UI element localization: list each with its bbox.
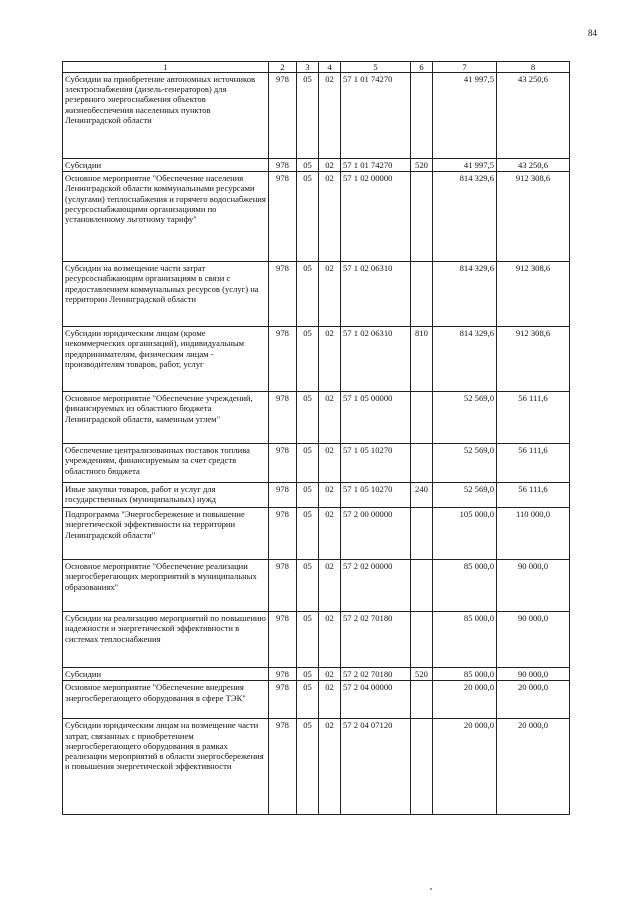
row-subsection: 02 (319, 719, 341, 815)
row-section: 05 (297, 508, 319, 560)
row-amount-year1: 20 000,0 (433, 719, 497, 815)
row-target-article: 57 1 01 74270 (341, 73, 411, 159)
table-row (63, 159, 570, 172)
table-row (63, 681, 570, 719)
row-target-article: 57 1 02 06310 (341, 262, 411, 327)
row-subsection: 02 (319, 508, 341, 560)
row-amount-year1: 85 000,0 (433, 560, 497, 612)
row-amount-year2: 43 250,6 (497, 159, 570, 172)
row-ministry-code: 978 (269, 508, 297, 560)
row-amount-year2: 56 111,6 (497, 483, 570, 508)
table-row (63, 612, 570, 668)
row-section: 05 (297, 327, 319, 392)
row-ministry-code: 978 (269, 172, 297, 262)
row-name: Субсидии юридическим лицам на возмещение части затрат, связанных с приобретением энергосберегающего оборудования в рамках реализации мероприятий в области энергосбережения и повышения энергетической эффективности (63, 719, 269, 815)
column-number-row (63, 62, 570, 73)
row-name: Иные закупки товаров, работ и услуг для государственных (муниципальных) нужд (63, 483, 269, 508)
row-ministry-code: 978 (269, 483, 297, 508)
row-name: Подпрограмма "Энергосбережение и повышение энергетической эффективности на территории Ленинградской области" (63, 508, 269, 560)
row-expense-type (411, 681, 433, 719)
table-row (63, 73, 570, 159)
row-amount-year1: 85 000,0 (433, 612, 497, 668)
row-amount-year2: 43 250,6 (497, 73, 570, 159)
row-expense-type (411, 560, 433, 612)
table-row (63, 719, 570, 815)
row-name: Субсидии юридическим лицам (кроме некоммерческих организаций), индивидуальным предпринимателям, физическим лицам - производителям товаров, работ, услуг (63, 327, 269, 392)
row-section: 05 (297, 719, 319, 815)
row-section: 05 (297, 483, 319, 508)
row-expense-type: 240 (411, 483, 433, 508)
row-expense-type: 810 (411, 327, 433, 392)
row-subsection: 02 (319, 159, 341, 172)
row-expense-type: 520 (411, 668, 433, 681)
row-target-article: 57 1 02 06310 (341, 327, 411, 392)
row-target-article: 57 2 02 70180 (341, 668, 411, 681)
row-amount-year2: 912 308,6 (497, 327, 570, 392)
row-ministry-code: 978 (269, 444, 297, 483)
row-ministry-code: 978 (269, 668, 297, 681)
col-header: 3 (297, 62, 319, 73)
col-header: 1 (63, 62, 269, 73)
row-ministry-code: 978 (269, 73, 297, 159)
row-amount-year1: 814 329,6 (433, 262, 497, 327)
row-name: Основное мероприятие "Обеспечение внедрения энергосберегающего оборудования в сфере ТЭК" (63, 681, 269, 719)
row-name: Основное мероприятие "Обеспечение реализации энергосберегающих мероприятий в муниципальных образованиях" (63, 560, 269, 612)
table-row (63, 172, 570, 262)
row-ministry-code: 978 (269, 327, 297, 392)
row-expense-type: 520 (411, 159, 433, 172)
row-expense-type (411, 719, 433, 815)
table-row (63, 668, 570, 681)
col-header: 5 (341, 62, 411, 73)
row-name: Основное мероприятие "Обеспечение населения Ленинградской области коммунальными ресурсами (услугами) теплоснабжения и горячего водоснабжения ресурсоснабжающими организациями по установленному льготному тарифу" (63, 172, 269, 262)
row-ministry-code: 978 (269, 392, 297, 444)
row-name: Субсидии на реализацию мероприятий по повышению надежности и энергетической эффективности в системах теплоснабжения (63, 612, 269, 668)
row-name: Субсидии (63, 159, 269, 172)
table-row (63, 508, 570, 560)
row-subsection: 02 (319, 668, 341, 681)
row-section: 05 (297, 668, 319, 681)
row-section: 05 (297, 172, 319, 262)
row-ministry-code: 978 (269, 719, 297, 815)
row-amount-year1: 105 000,0 (433, 508, 497, 560)
table-row (63, 392, 570, 444)
row-amount-year1: 41 997,5 (433, 159, 497, 172)
col-header: 8 (497, 62, 570, 73)
row-amount-year1: 85 000,0 (433, 668, 497, 681)
row-ministry-code: 978 (269, 262, 297, 327)
scan-speck (430, 888, 432, 890)
row-amount-year2: 90 000,0 (497, 560, 570, 612)
page-number: 84 (588, 28, 597, 38)
row-section: 05 (297, 560, 319, 612)
row-ministry-code: 978 (269, 560, 297, 612)
table-row (63, 327, 570, 392)
row-expense-type (411, 612, 433, 668)
row-amount-year1: 814 329,6 (433, 172, 497, 262)
row-amount-year1: 52 569,0 (433, 444, 497, 483)
col-header: 6 (411, 62, 433, 73)
row-name: Субсидии на возмещение части затрат ресурсоснабжающим организациям в связи с предоставлением коммунальных ресурсов (услуг) на территории Ленинградской области (63, 262, 269, 327)
row-subsection: 02 (319, 172, 341, 262)
row-expense-type (411, 444, 433, 483)
row-subsection: 02 (319, 560, 341, 612)
row-target-article: 57 2 02 00000 (341, 560, 411, 612)
row-target-article: 57 2 00 00000 (341, 508, 411, 560)
row-target-article: 57 2 04 07120 (341, 719, 411, 815)
row-target-article: 57 2 02 70180 (341, 612, 411, 668)
row-section: 05 (297, 612, 319, 668)
row-amount-year2: 110 000,0 (497, 508, 570, 560)
row-amount-year2: 90 000,0 (497, 612, 570, 668)
row-subsection: 02 (319, 327, 341, 392)
budget-table (62, 61, 570, 815)
row-amount-year2: 912 308,6 (497, 262, 570, 327)
row-ministry-code: 978 (269, 612, 297, 668)
row-amount-year1: 20 000,0 (433, 681, 497, 719)
row-amount-year2: 56 111,6 (497, 392, 570, 444)
row-section: 05 (297, 73, 319, 159)
row-amount-year2: 912 308,6 (497, 172, 570, 262)
table-row (63, 262, 570, 327)
row-section: 05 (297, 392, 319, 444)
table-row (63, 560, 570, 612)
row-name: Обеспечение централизованных поставок топлива учреждениям, финансируемым за счет средств областного бюджета (63, 444, 269, 483)
row-amount-year1: 41 997,5 (433, 73, 497, 159)
row-section: 05 (297, 159, 319, 172)
col-header: 4 (319, 62, 341, 73)
row-section: 05 (297, 681, 319, 719)
row-amount-year1: 814 329,6 (433, 327, 497, 392)
row-name: Основное мероприятие "Обеспечение учреждений, финансируемых из областного бюджета Ленинградской области, каменным углем" (63, 392, 269, 444)
row-subsection: 02 (319, 73, 341, 159)
row-amount-year2: 20 000,0 (497, 681, 570, 719)
row-amount-year2: 90 000,0 (497, 668, 570, 681)
table-row (63, 444, 570, 483)
row-expense-type (411, 172, 433, 262)
row-target-article: 57 1 05 10270 (341, 444, 411, 483)
row-subsection: 02 (319, 681, 341, 719)
row-amount-year1: 52 569,0 (433, 483, 497, 508)
row-amount-year2: 56 111,6 (497, 444, 570, 483)
table-row (63, 483, 570, 508)
row-subsection: 02 (319, 444, 341, 483)
row-subsection: 02 (319, 612, 341, 668)
row-name: Субсидии на приобретение автономных источников электроснабжения (дизель-генераторов) для резервного энергоснабжения объектов жизнеобеспечения населенных пунктов Ленинградской области (63, 73, 269, 159)
row-target-article: 57 2 04 00000 (341, 681, 411, 719)
row-name: Субсидии (63, 668, 269, 681)
row-subsection: 02 (319, 262, 341, 327)
row-expense-type (411, 392, 433, 444)
row-expense-type (411, 508, 433, 560)
row-amount-year2: 20 000,0 (497, 719, 570, 815)
row-ministry-code: 978 (269, 159, 297, 172)
row-target-article: 57 1 02 00000 (341, 172, 411, 262)
row-expense-type (411, 73, 433, 159)
row-amount-year1: 52 569,0 (433, 392, 497, 444)
row-section: 05 (297, 262, 319, 327)
row-subsection: 02 (319, 483, 341, 508)
row-target-article: 57 1 05 10270 (341, 483, 411, 508)
row-target-article: 57 1 05 00000 (341, 392, 411, 444)
row-target-article: 57 1 01 74270 (341, 159, 411, 172)
row-subsection: 02 (319, 392, 341, 444)
row-section: 05 (297, 444, 319, 483)
row-ministry-code: 978 (269, 681, 297, 719)
row-expense-type (411, 262, 433, 327)
col-header: 7 (433, 62, 497, 73)
col-header: 2 (269, 62, 297, 73)
